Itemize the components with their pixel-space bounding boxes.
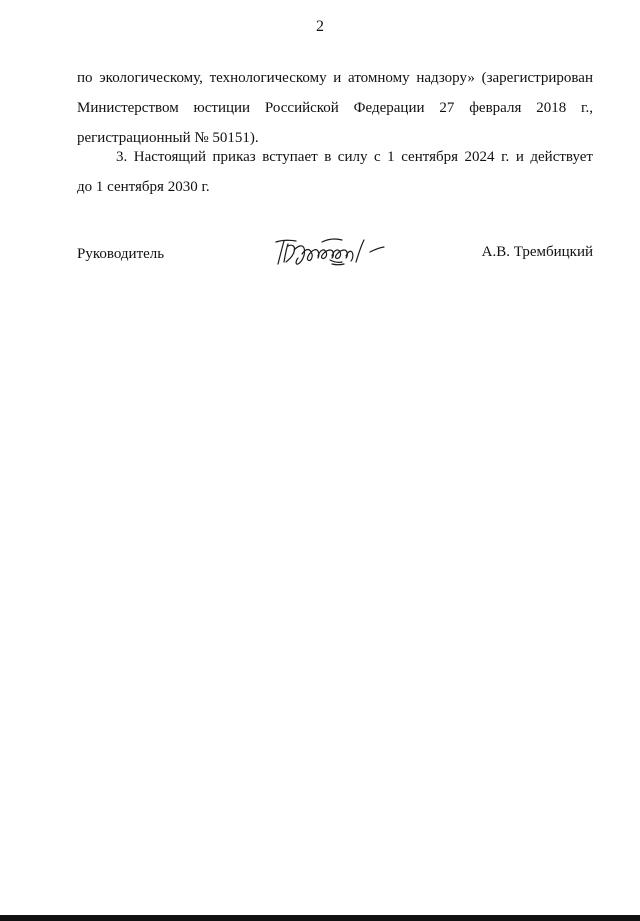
scan-bottom-edge bbox=[0, 915, 640, 921]
paragraph-line: регистрационный № 50151). bbox=[77, 130, 259, 146]
signature-block bbox=[77, 238, 593, 278]
signatory-title: Руководитель bbox=[77, 246, 165, 262]
signatory-name: А.В. Трембицкий bbox=[481, 244, 593, 260]
handwritten-signature bbox=[272, 232, 388, 272]
paragraph-item-3 bbox=[77, 142, 593, 202]
paragraph-line: до 1 сентября 2030 г. bbox=[77, 179, 210, 195]
page-number: 2 bbox=[316, 18, 324, 35]
paragraph-line: по экологическому, технологическому и атомному надзору» (зарегистрирован bbox=[77, 70, 593, 86]
paragraph-continuation bbox=[77, 63, 593, 153]
paragraph-line: 3. Настоящий приказ вступает в силу с 1 сентября 2024 г. и действует bbox=[116, 149, 593, 165]
paragraph-line: Министерством юстиции Российской Федерации 27 февраля 2018 г., bbox=[77, 100, 593, 116]
